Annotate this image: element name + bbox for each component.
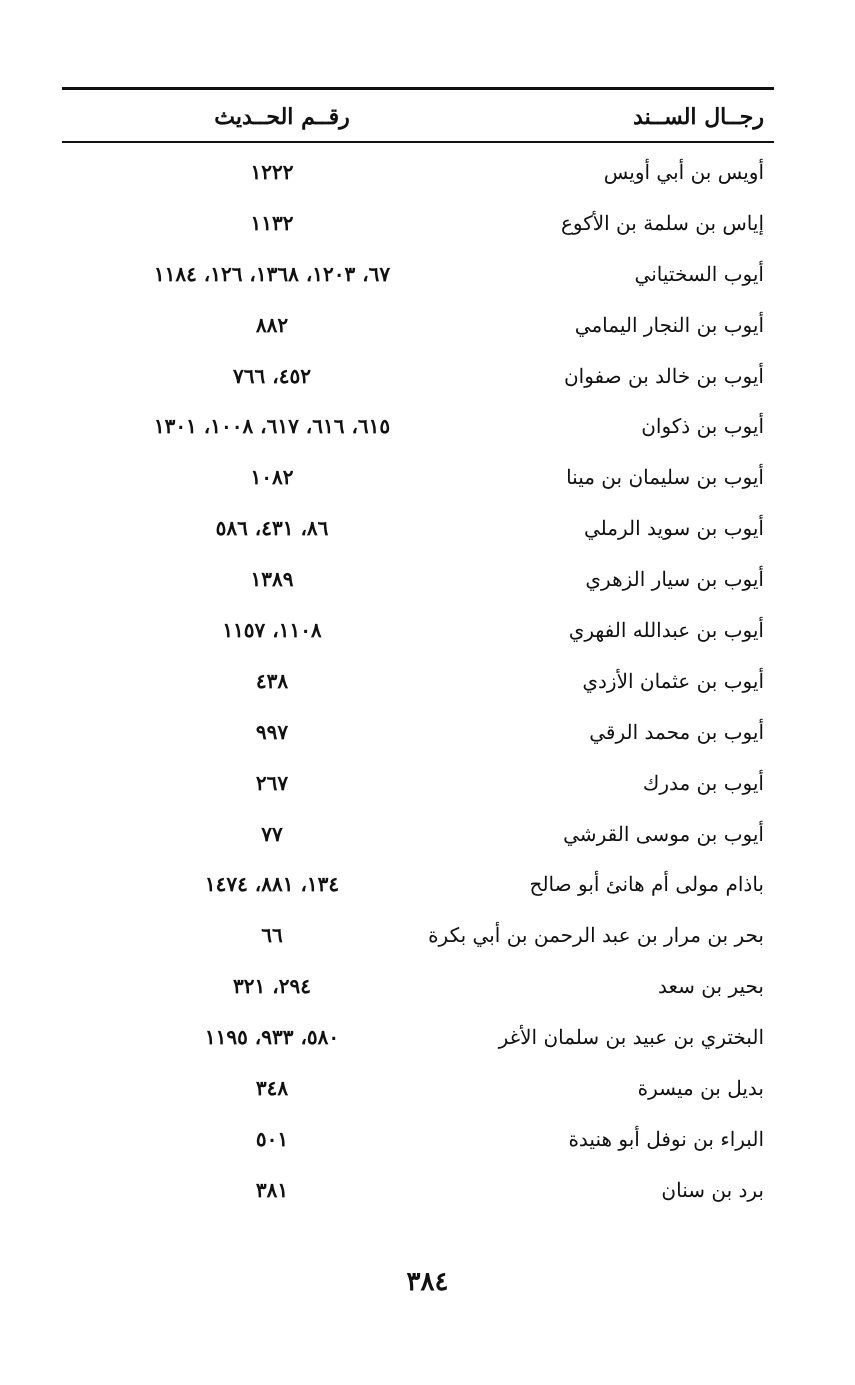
- table-row: [62, 503, 774, 554]
- narrator-name: أيوب بن النجار اليمامي: [574, 312, 764, 337]
- column-header-narrators: رجــال الســند: [633, 104, 764, 130]
- narrator-name: أيوب السختياني: [634, 261, 764, 286]
- table-row: [62, 961, 774, 1012]
- narrator-name: بحير بن سعد: [658, 974, 764, 999]
- narrator-name: أيوب بن عثمان الأزدي: [582, 668, 764, 693]
- hadith-numbers: ٣٤٨: [255, 1076, 289, 1101]
- narrator-name: باذام مولى أم هانئ أبو صالح: [529, 872, 764, 897]
- header-top-rule: [62, 87, 774, 90]
- hadith-numbers: ٩٩٧: [255, 719, 289, 744]
- narrator-name: البختري بن عبيد بن سلمان الأغر: [498, 1025, 764, 1050]
- hadith-numbers: ٦١٥، ٦١٦، ٦١٧، ١٠٠٨، ١٣٠١: [153, 414, 391, 439]
- table-row: [62, 1165, 774, 1216]
- hadith-numbers: ٥٨٠، ٩٣٣، ١١٩٥: [204, 1025, 340, 1050]
- table-row: [62, 351, 774, 402]
- table-row: [62, 147, 774, 198]
- narrator-name: أيوب بن سويد الرملي: [584, 516, 764, 541]
- narrator-name: أيوب بن سليمان بن مينا: [566, 465, 764, 490]
- hadith-numbers: ٥٠١: [255, 1126, 289, 1151]
- hadith-numbers: ١٢٢٢: [250, 160, 294, 184]
- hadith-numbers: ١٣٤، ٨٨١، ١٤٧٤: [204, 872, 340, 897]
- table-row: [62, 809, 774, 860]
- narrator-index-table: [62, 147, 774, 1216]
- hadith-numbers: ١١٠٨، ١١٥٧: [222, 618, 322, 643]
- narrator-name: بديل بن ميسرة: [637, 1076, 764, 1101]
- hadith-numbers: ٢٩٤، ٣٢١: [233, 974, 311, 999]
- narrator-name: أيوب بن محمد الرقي: [589, 719, 764, 744]
- hadith-numbers: ٦٧، ١٢٠٣، ١٣٦٨، ١٢٦، ١١٨٤: [153, 261, 391, 286]
- hadith-numbers: ٣٨١: [255, 1177, 289, 1202]
- page-number: ٣٨٤: [406, 1267, 449, 1297]
- hadith-numbers: ١٠٨٢: [250, 465, 294, 490]
- narrator-name: إياس بن سلمة بن الأكوع: [560, 210, 764, 235]
- narrator-name: البراء بن نوفل أبو هنيدة: [568, 1126, 764, 1151]
- table-header: [62, 96, 774, 138]
- table-row: [62, 452, 774, 503]
- table-row: [62, 758, 774, 809]
- narrator-name: أيوب بن موسى القرشي: [563, 821, 764, 846]
- column-header-hadith-number: رقــم الحــديث: [214, 104, 350, 130]
- table-row: [62, 401, 774, 452]
- table-row: [62, 910, 774, 961]
- table-row: [62, 300, 774, 351]
- hadith-numbers: ٧٧: [261, 821, 283, 846]
- narrator-name: أيوب بن سيار الزهري: [585, 567, 764, 592]
- hadith-numbers: ٨٦، ٤٣١، ٥٨٦: [215, 516, 329, 541]
- table-row: [62, 859, 774, 910]
- table-row: [62, 707, 774, 758]
- hadith-numbers: ١١٣٢: [250, 210, 294, 235]
- hadith-numbers: ٤٣٨: [255, 668, 289, 693]
- hadith-numbers: ٦٦: [261, 923, 283, 948]
- hadith-numbers: ٤٥٢، ٧٦٦: [233, 363, 311, 388]
- narrator-name: أيوب بن عبدالله الفهري: [568, 618, 764, 643]
- narrator-name: أويس بن أبي أويس: [603, 160, 764, 184]
- hadith-numbers: ٢٦٧: [255, 770, 289, 795]
- narrator-name: بحر بن مرار بن عبد الرحمن بن أبي بكرة: [428, 923, 764, 948]
- table-row: [62, 198, 774, 249]
- narrator-name: أيوب بن ذكوان: [641, 414, 764, 439]
- table-row: [62, 1063, 774, 1114]
- table-row: [62, 554, 774, 605]
- hadith-numbers: ١٣٨٩: [250, 567, 294, 592]
- table-row: [62, 1012, 774, 1063]
- table-row: [62, 249, 774, 300]
- narrator-name: أيوب بن خالد بن صفوان: [563, 363, 764, 388]
- narrator-name: أيوب بن مدرك: [642, 770, 764, 795]
- narrator-name: برد بن سنان: [661, 1177, 764, 1202]
- table-row: [62, 605, 774, 656]
- table-row: [62, 656, 774, 707]
- header-bottom-rule: [62, 141, 774, 143]
- table-row: [62, 1114, 774, 1165]
- hadith-numbers: ٨٨٢: [255, 312, 289, 337]
